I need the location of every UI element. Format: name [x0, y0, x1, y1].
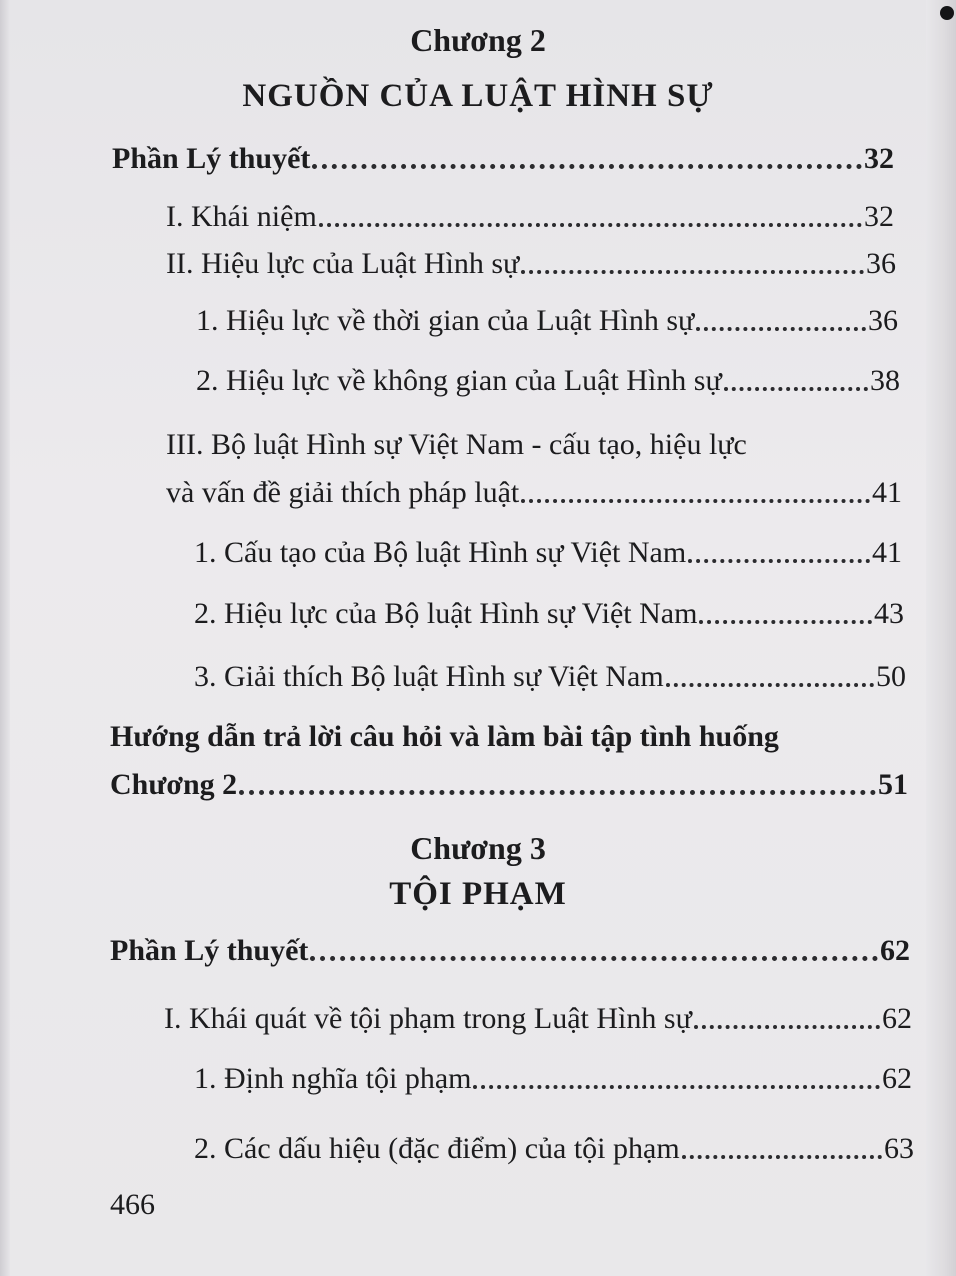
toc-entry-section3-line1[interactable]: III. Bộ luật Hình sự Việt Nam - cấu tạo, hiệu lực — [166, 428, 747, 461]
toc-entry-text: II. Hiệu lực của Luật Hình sự — [166, 247, 520, 280]
toc-entry-guide[interactable] — [110, 768, 908, 802]
toc-entry-text: 1. Cấu tạo của Bộ luật Hình sự Việt Nam — [194, 536, 687, 569]
toc-entry-page: 32 — [864, 200, 894, 233]
dot-leader — [699, 612, 872, 624]
toc-entry-page: 63 — [884, 1132, 914, 1165]
toc-entry-theory-ch3[interactable] — [110, 934, 910, 968]
dot-leader — [682, 1147, 882, 1159]
page-left-shadow — [0, 0, 10, 1276]
toc-entry-text: 1. Định nghĩa tội phạm — [194, 1062, 472, 1095]
toc-entry-page: 36 — [868, 304, 898, 337]
toc-entry[interactable] — [166, 200, 894, 234]
toc-entry-page: 38 — [870, 364, 900, 397]
toc-entry-text: 3. Giải thích Bộ luật Hình sự Việt Nam — [194, 660, 664, 693]
toc-entry-text: 2. Các dấu hiệu (đặc điểm) của tội phạm — [194, 1132, 680, 1165]
toc-entry[interactable] — [194, 597, 904, 631]
dot-leader — [724, 379, 868, 391]
dot-leader — [688, 551, 870, 563]
toc-entry[interactable] — [194, 1062, 912, 1096]
toc-entry-page: 43 — [874, 597, 904, 630]
dot-leader — [239, 782, 876, 795]
toc-entry-page: 62 — [882, 1062, 912, 1095]
toc-entry-guide-line1[interactable]: Hướng dẫn trả lời câu hỏi và làm bài tập tình huống — [110, 720, 779, 753]
dot-leader — [521, 262, 864, 274]
toc-entry-page: 32 — [864, 142, 894, 175]
toc-entry-text: Phần Lý thuyết — [112, 142, 311, 175]
toc-entry-page: 62 — [880, 934, 910, 967]
toc-entry[interactable] — [166, 247, 896, 281]
toc-entry-text: Phần Lý thuyết — [110, 934, 309, 967]
toc-entry[interactable] — [164, 1002, 912, 1036]
dot-leader — [319, 215, 862, 227]
dot-leader — [696, 319, 866, 331]
dot-leader — [666, 675, 874, 687]
corner-mark — [940, 6, 954, 20]
toc-entry-page: 62 — [882, 1002, 912, 1035]
page-right-edge — [926, 0, 956, 1276]
chapter3-label: Chương 3 — [410, 830, 546, 866]
toc-entry-text: I. Khái quát về tội phạm trong Luật Hình sự — [164, 1002, 692, 1035]
toc-entry-text: Chương 2 — [110, 768, 238, 801]
toc-entry[interactable] — [194, 536, 902, 570]
dot-leader — [473, 1077, 880, 1089]
toc-entry[interactable] — [194, 1132, 914, 1166]
toc-entry-theory-ch2[interactable] — [112, 142, 894, 176]
toc-entry-page: 36 — [866, 247, 896, 280]
dot-leader — [694, 1017, 880, 1029]
dot-leader — [521, 491, 870, 503]
chapter2-label: Chương 2 — [410, 22, 546, 58]
toc-entry[interactable] — [196, 304, 898, 338]
chapter2-title: NGUỒN CỦA LUẬT HÌNH SỰ — [242, 78, 714, 114]
toc-entry-page: 41 — [872, 536, 902, 569]
dot-leader — [312, 156, 862, 169]
toc-entry-page: 50 — [876, 660, 906, 693]
toc-entry-text: 1. Hiệu lực về thời gian của Luật Hình sự — [196, 304, 695, 337]
toc-entry-section3[interactable] — [166, 476, 902, 510]
toc-entry-page: 41 — [872, 476, 902, 509]
toc-entry-text: I. Khái niệm — [166, 200, 317, 233]
toc-entry-page: 51 — [878, 768, 908, 801]
toc-entry-text: và vấn đề giải thích pháp luật — [166, 476, 520, 509]
toc-entry-text: 2. Hiệu lực về không gian của Luật Hình sự — [196, 364, 722, 397]
chapter3-title: TỘI PHẠM — [389, 876, 567, 912]
page-number: 466 — [110, 1188, 155, 1221]
toc-entry-text: 2. Hiệu lực của Bộ luật Hình sự Việt Nam — [194, 597, 698, 630]
toc-entry[interactable] — [194, 660, 906, 694]
dot-leader — [310, 948, 878, 961]
toc-entry[interactable] — [196, 364, 900, 398]
